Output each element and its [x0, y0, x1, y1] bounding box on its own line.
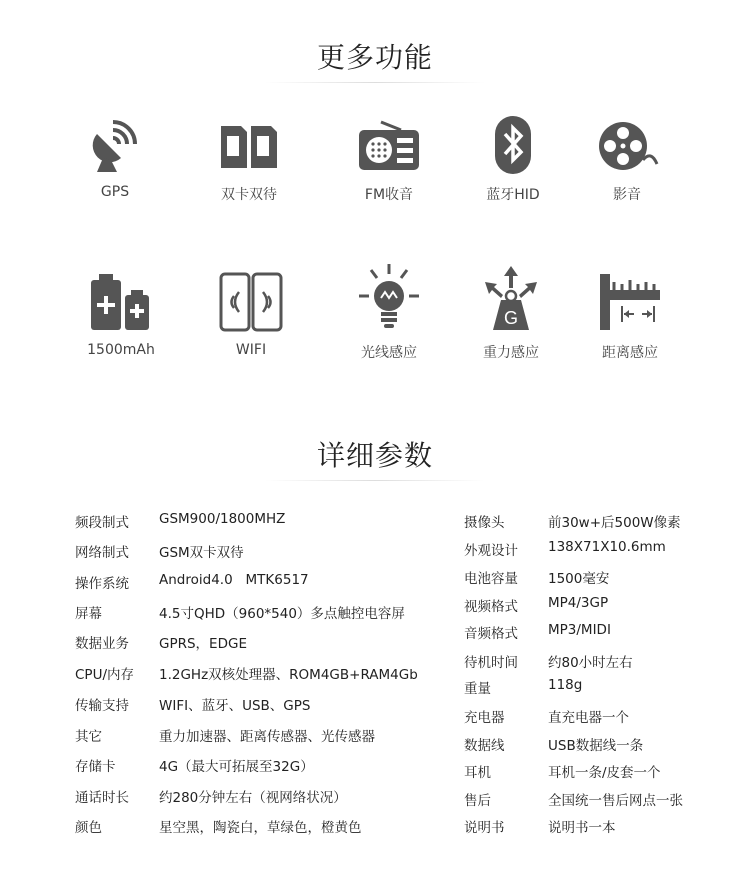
feature-label: 蓝牙HID	[486, 187, 540, 203]
spec-key: 耳机	[464, 765, 491, 781]
light-bulb-icon	[357, 262, 421, 334]
spec-key: 音频格式	[464, 626, 518, 642]
spec-value: 约280分钟左右（视网络状况）	[159, 790, 347, 806]
spec-value: GSM双卡双待	[159, 545, 244, 561]
spec-key: 数据线	[464, 738, 505, 754]
spec-value: WIFI、蓝牙、USB、GPS	[159, 698, 311, 714]
svg-text:G: G	[503, 308, 519, 328]
feature-label: 1500mAh	[87, 342, 155, 358]
feature-dual-sim	[189, 112, 309, 204]
spec-key: 颜色	[75, 820, 102, 836]
spec-key: 重量	[464, 681, 491, 697]
radio-icon	[357, 112, 421, 176]
feature-light-sensor	[329, 262, 449, 362]
spec-key: 摄像头	[464, 515, 505, 531]
feature-battery	[61, 270, 181, 358]
feature-gravity-sensor	[451, 262, 571, 362]
gravity-weight-icon	[479, 262, 543, 334]
feature-media	[567, 112, 687, 204]
feature-wifi	[191, 270, 311, 358]
feature-fm-radio	[329, 112, 449, 204]
feature-label: 影音	[613, 187, 641, 203]
spec-key: 网络制式	[75, 545, 129, 561]
feature-distance-sensor	[570, 270, 690, 362]
feature-label: 光线感应	[361, 345, 417, 361]
spec-value: GPRS，EDGE	[159, 636, 247, 652]
spec-key: 售后	[464, 793, 491, 809]
spec-key: 传输支持	[75, 698, 129, 714]
spec-value: 1.2GHz双核处理器、ROM4GB+RAM4Gb	[159, 667, 418, 683]
spec-key: 视频格式	[464, 599, 518, 615]
feature-bluetooth	[453, 112, 573, 204]
spec-key: 频段制式	[75, 515, 129, 531]
dual-phone-wifi-icon	[219, 270, 283, 334]
spec-key: 待机时间	[464, 655, 518, 671]
spec-value: MP3/MIDI	[548, 622, 611, 638]
feature-label: FM收音	[364, 187, 414, 203]
satellite-dish-icon	[83, 112, 147, 176]
spec-value: 耳机一条/皮套一个	[548, 765, 661, 781]
spec-key: 说明书	[464, 820, 505, 836]
spec-key: 存储卡	[75, 759, 116, 775]
spec-value: MP4/3GP	[548, 595, 609, 611]
spec-key: 数据业务	[75, 636, 129, 652]
spec-value: 重力加速器、距离传感器、光传感器	[159, 729, 375, 745]
spec-key: 操作系统	[75, 576, 129, 592]
spec-value: 说明书一本	[548, 820, 616, 836]
spec-value: 4G（最大可拓展至32G）	[159, 759, 314, 775]
battery-icon	[89, 270, 153, 334]
spec-key: 外观设计	[464, 543, 518, 559]
spec-value: 直充电器一个	[548, 710, 629, 726]
feature-label: 距离感应	[602, 345, 658, 361]
spec-key: CPU/内存	[75, 667, 134, 683]
feature-gps	[55, 112, 175, 200]
spec-value: 前30w+后500W像素	[548, 515, 681, 531]
dual-sim-icon	[217, 112, 281, 176]
spec-key: 屏幕	[75, 606, 102, 622]
spec-value: 118g	[548, 677, 583, 693]
spec-value: 全国统一售后网点一张	[548, 793, 683, 809]
specs-title: 详细参数	[316, 439, 433, 472]
spec-value: 1500毫安	[548, 571, 610, 587]
feature-label: 重力感应	[483, 345, 539, 361]
specs-title-divider	[265, 480, 485, 481]
spec-value: 4.5寸QHD（960*540）多点触控电容屏	[159, 606, 405, 622]
spec-key: 通话时长	[75, 790, 129, 806]
spec-value: 约80小时左右	[548, 655, 633, 671]
feature-label: 双卡双待	[221, 187, 277, 203]
feature-label: GPS	[100, 184, 130, 200]
spec-key: 充电器	[464, 710, 505, 726]
spec-value: 138X71X10.6mm	[548, 539, 666, 555]
bluetooth-icon	[481, 112, 545, 176]
spec-value: Android4.0 MTK6517	[159, 572, 309, 588]
spec-key: 其它	[75, 729, 102, 745]
spec-value: 星空黑，陶瓷白，草绿色，橙黄色	[159, 820, 362, 836]
film-reel-icon	[595, 112, 659, 176]
spec-value: USB数据线一条	[548, 738, 644, 754]
spec-value: GSM900/1800MHZ	[159, 511, 286, 527]
features-title: 更多功能	[316, 41, 433, 74]
ruler-distance-icon	[598, 270, 662, 334]
spec-key: 电池容量	[464, 571, 518, 587]
features-title-divider	[265, 82, 485, 83]
feature-label: WIFI	[235, 342, 267, 358]
